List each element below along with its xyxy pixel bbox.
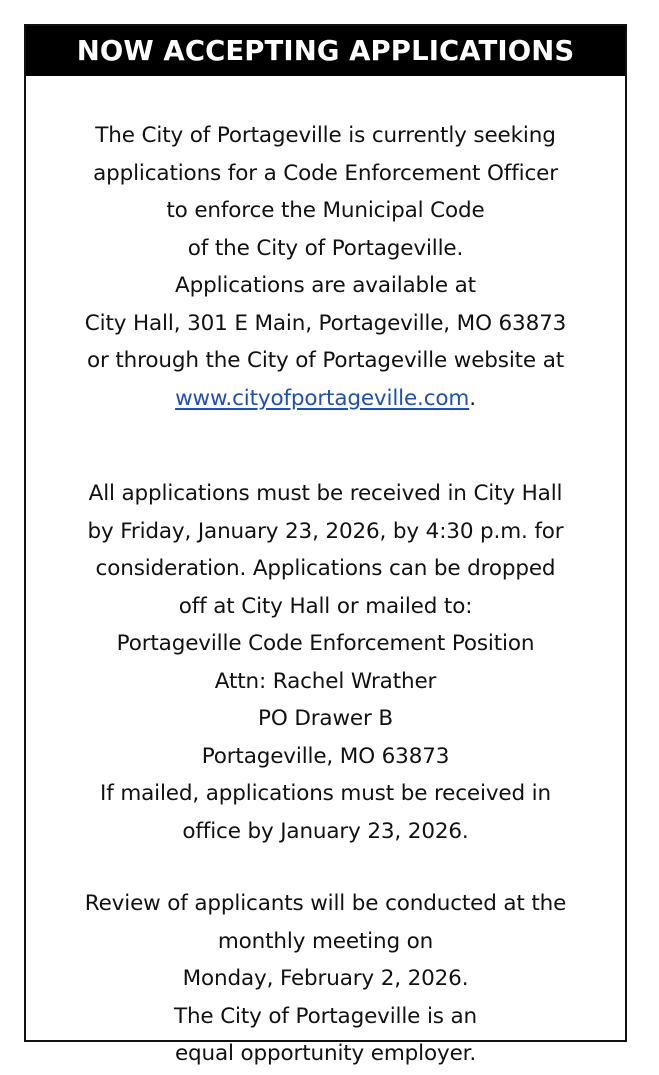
text-line: off at City Hall or mailed to:	[178, 593, 473, 619]
website-suffix: .	[469, 385, 476, 411]
website-link[interactable]: www.cityofportageville.com	[175, 385, 470, 411]
website-line	[26, 380, 625, 418]
text-line: Applications are available at	[175, 273, 476, 298]
text-line: applications for a Code Enforcement Officer	[93, 160, 558, 186]
notice-heading: NOW ACCEPTING APPLICATIONS	[26, 26, 625, 76]
mailing-address-line: PO Drawer B	[258, 706, 393, 731]
text-line: to enforce the Municipal Code	[166, 198, 485, 223]
text-line: or through the City of Portageville website at	[87, 348, 564, 373]
text-line: The City of Portageville is an	[173, 1003, 478, 1029]
text-line: Monday, February 2, 2026.	[182, 966, 469, 991]
text-line: If mailed, applications must be received in	[100, 781, 551, 806]
text-line: monthly meeting on	[217, 928, 434, 954]
paragraph-application-info	[26, 117, 625, 417]
text-line: The City of Portageville is currently seeking	[95, 123, 556, 148]
text-line: consideration. Applications can be dropped	[95, 556, 556, 581]
job-notice	[24, 24, 627, 1066]
text-line: City Hall, 301 E Main, Portageville, MO 63873	[84, 310, 567, 336]
paragraph-review-info	[26, 885, 625, 1073]
text-line: office by January 23, 2026.	[182, 818, 469, 844]
mailing-address-line: Portageville, MO 63873	[201, 743, 450, 769]
text-line: equal opportunity employer.	[174, 1041, 477, 1066]
text-line: by Friday, January 23, 2026, by 4:30 p.m. for	[87, 518, 564, 544]
mailing-address-line: Attn: Rachel Wrather	[214, 668, 437, 694]
mailing-address-line: Portageville Code Enforcement Position	[116, 631, 535, 656]
text-line: of the City of Portageville.	[187, 235, 464, 261]
paragraph-deadline-info	[26, 475, 625, 850]
text-line: All applications must be received in City Hall	[88, 481, 563, 506]
text-line: Review of applicants will be conducted at the	[84, 891, 567, 916]
